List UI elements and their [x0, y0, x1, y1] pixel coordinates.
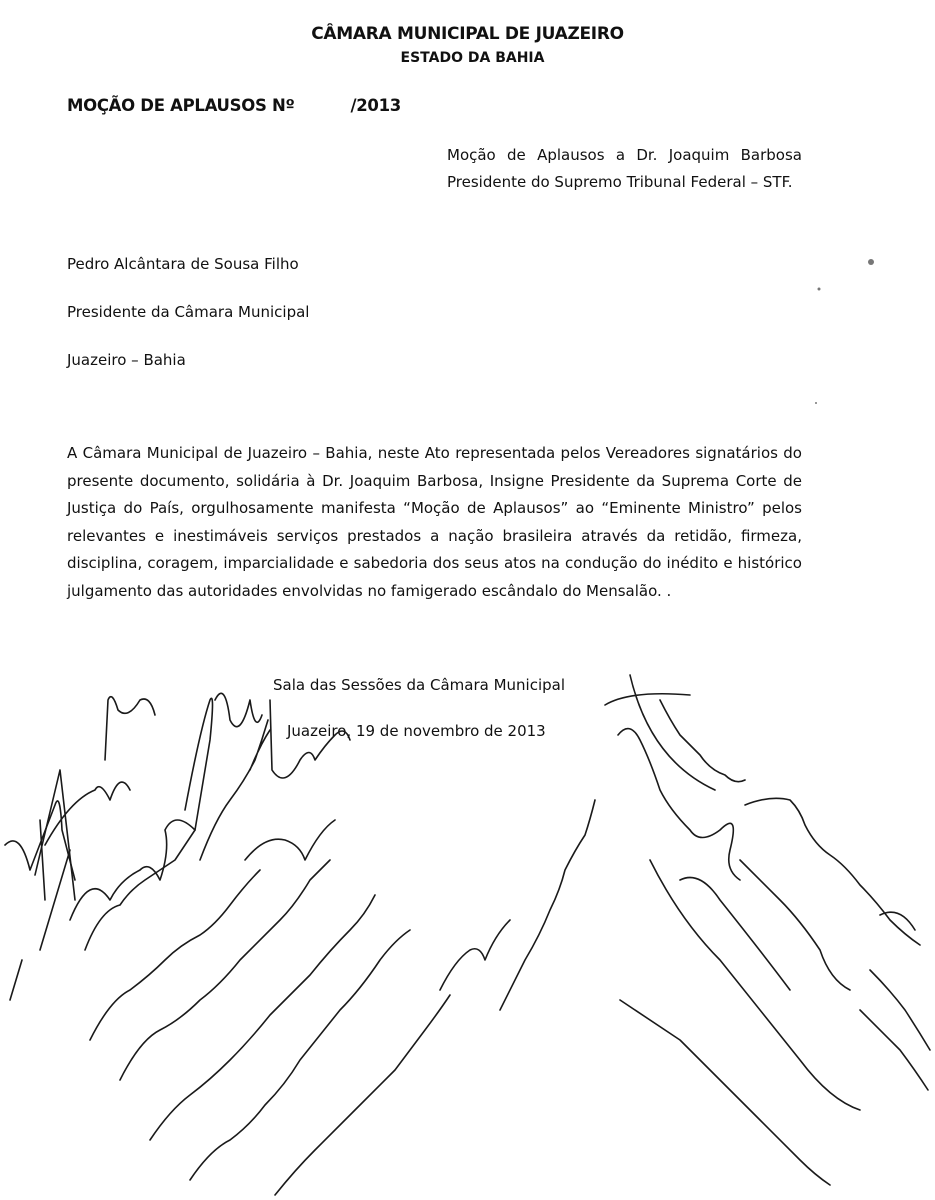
signature-13: [605, 675, 745, 790]
signature-4: [215, 693, 262, 726]
motion-body-paragraph: A Câmara Municipal de Juazeiro – Bahia, neste Ato representada pelos Vereadores signatários do presente documento, solidária à Dr. Joaquim Barbosa, Insigne Presidente da Suprema Corte de Justiça do País, orgulhosamente manifesta “Moção de Aplausos” ao “Eminente Ministro” pelos relevantes e inestimáveis serviços prestados a nação brasileira através da retidão, firmeza, disciplina, coragem, imparcialidade e sabedoria dos seus atos na condução do inédito e histórico julgamento das autoridades envolvidas no famigerado escândalo do Mensalão. .: [67, 444, 802, 600]
addressee-name: Pedro Alcântara de Sousa Filho: [67, 255, 299, 273]
motion-title: [67, 96, 401, 115]
signature-8: [120, 860, 330, 1080]
session-place: Sala das Sessões da Câmara Municipal: [273, 676, 566, 694]
signature-10: [190, 930, 410, 1180]
addressee-city: Juazeiro – Bahia: [67, 351, 186, 369]
session-date: Juazeiro, 19 de novembro de 2013: [287, 722, 546, 740]
signature-17: [860, 970, 930, 1090]
addressee-role: Presidente da Câmara Municipal: [67, 303, 310, 321]
signature-12: [500, 800, 595, 1010]
state-header: ESTADO DA BAHIA: [400, 50, 545, 66]
signature-16: [620, 1000, 830, 1185]
institution-header: CÂMARA MUNICIPAL DE JUAZEIRO: [311, 24, 624, 44]
motion-summary: Moção de Aplausos a Dr. Joaquim Barbosa Presidente do Supremo Tribunal Federal – STF.: [447, 146, 802, 191]
signature-1: [5, 801, 75, 1000]
motion-number: /2013: [350, 96, 401, 115]
signature-9: [150, 895, 375, 1140]
signature-14: [618, 729, 920, 945]
scan-specks: [815, 259, 874, 404]
signature-15: [650, 860, 860, 1110]
signature-5: [85, 720, 270, 950]
signature-7: [90, 820, 335, 1040]
signature-2: [35, 697, 155, 900]
signature-3: [40, 698, 213, 950]
motion-title-label: MOÇÃO DE APLAUSOS Nº: [67, 96, 295, 115]
signature-11: [275, 920, 510, 1195]
